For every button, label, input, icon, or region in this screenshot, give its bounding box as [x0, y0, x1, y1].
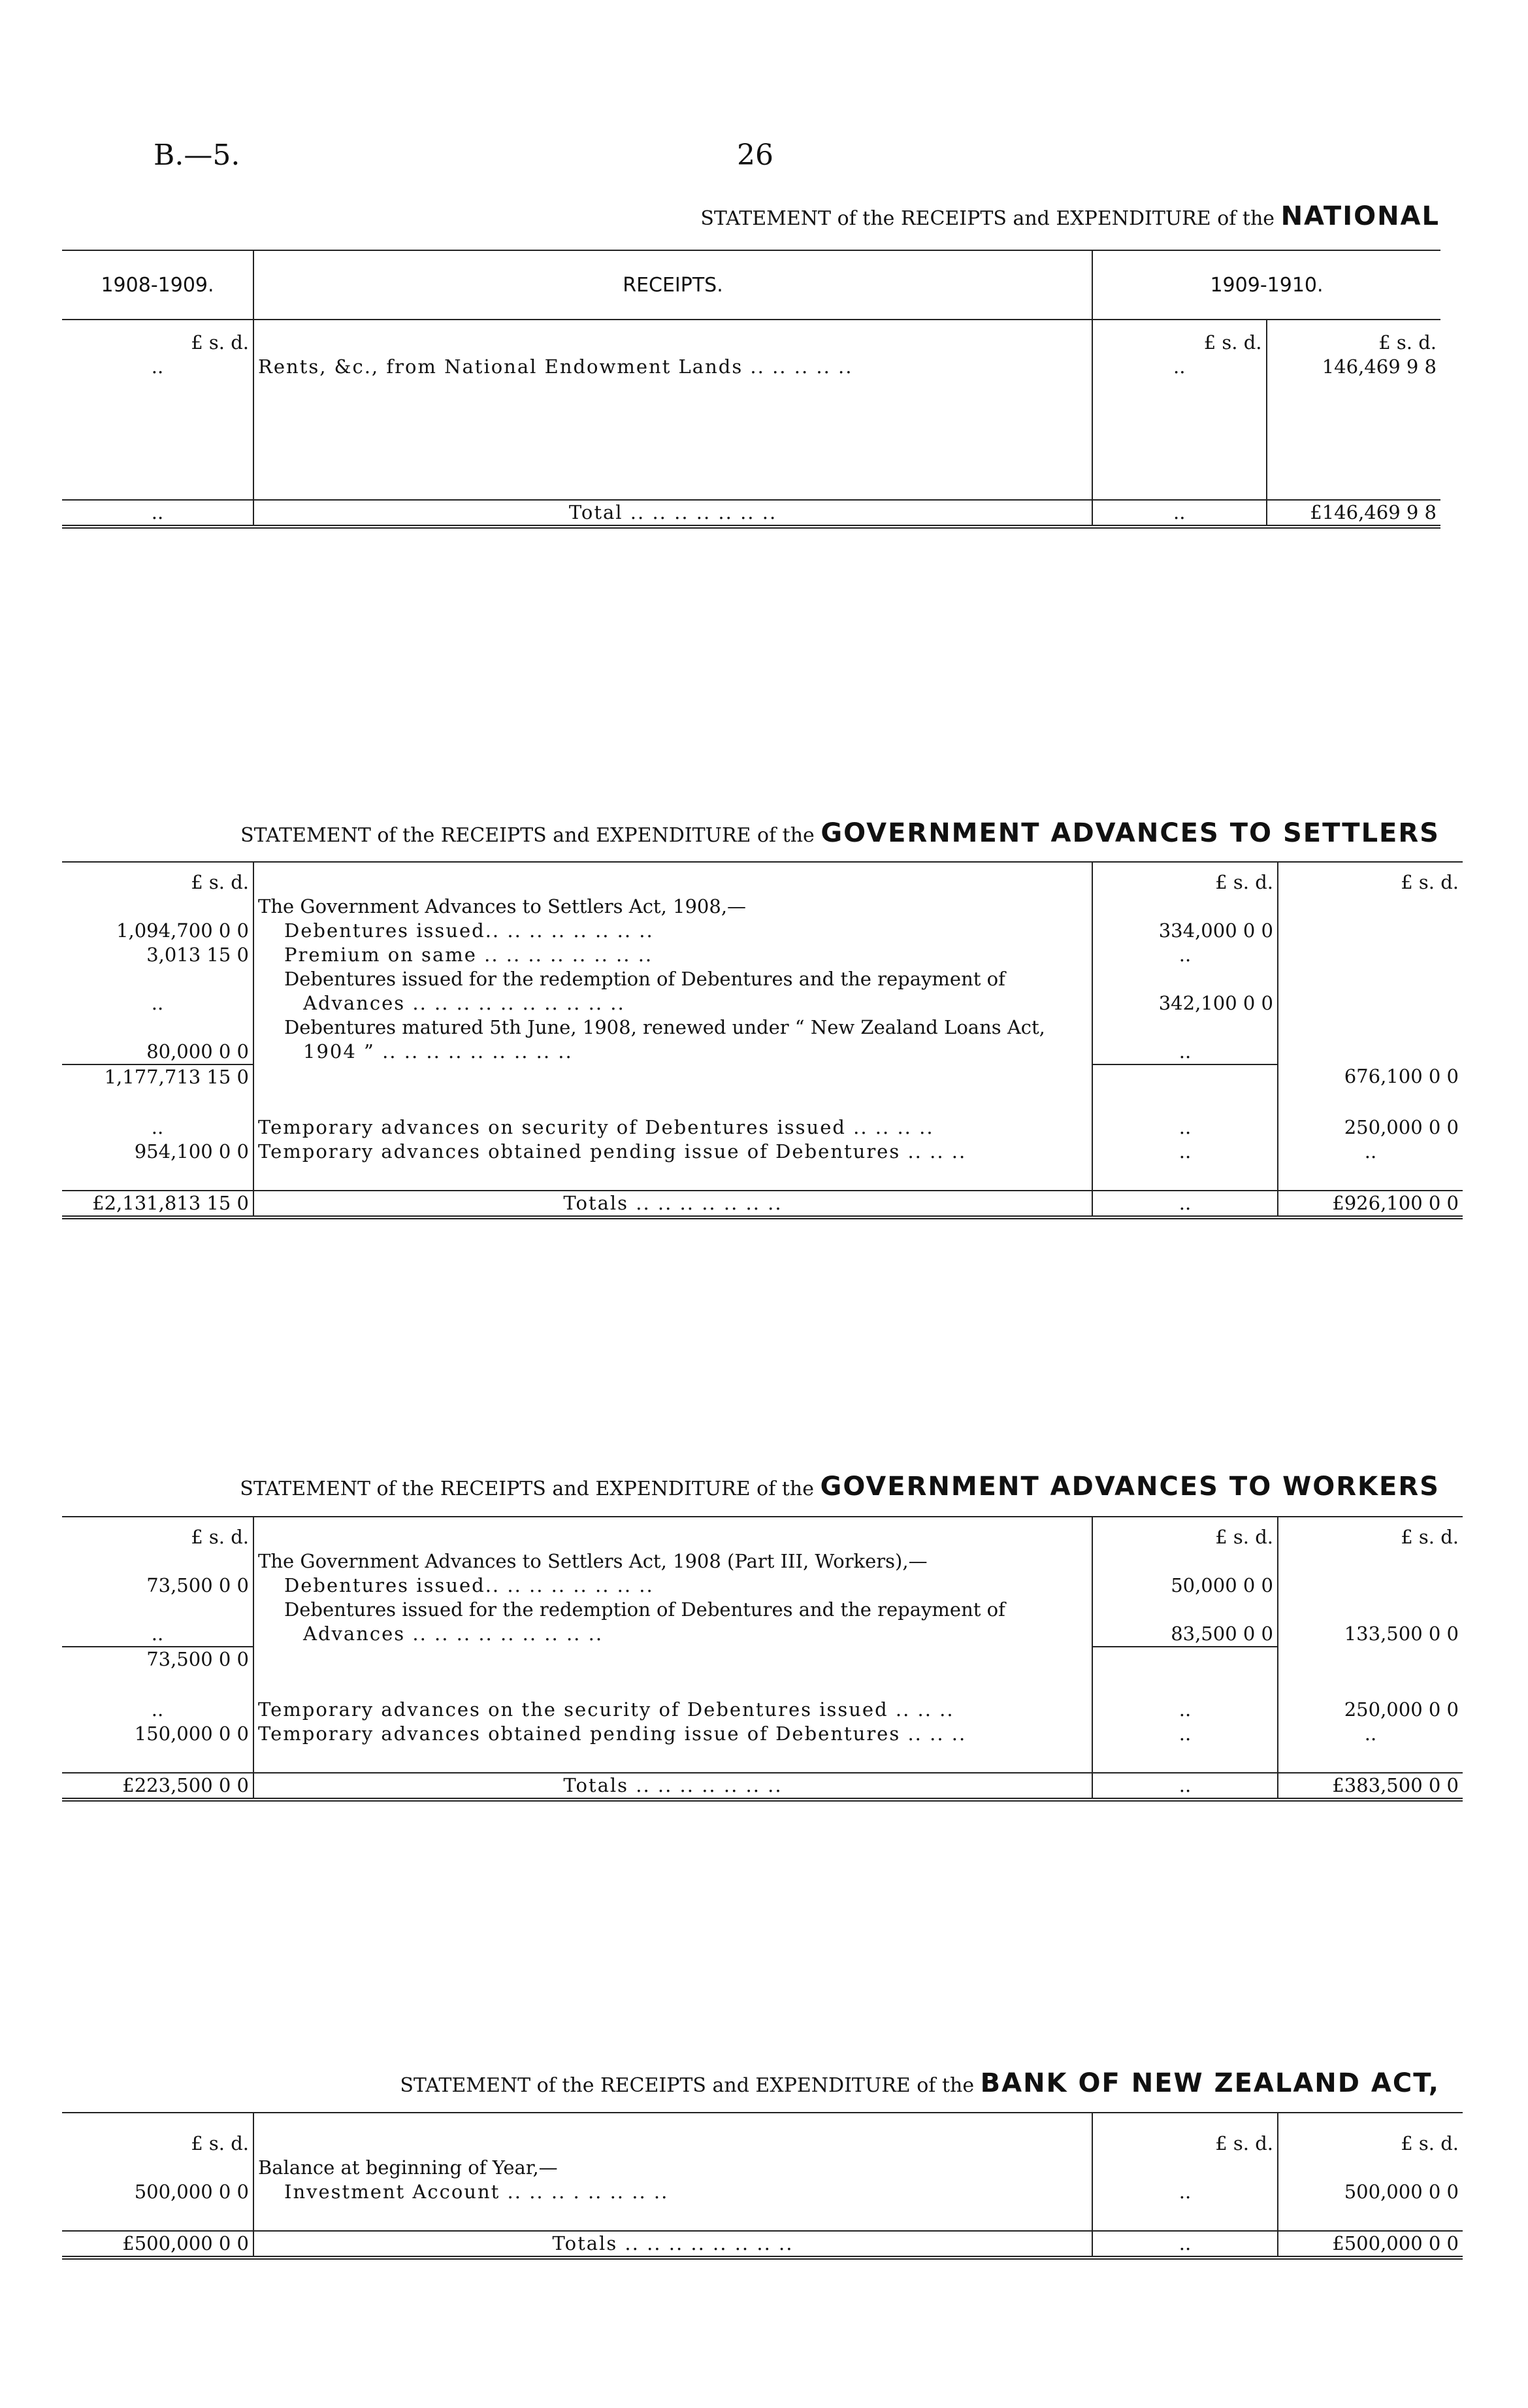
- row-mid: ..: [1092, 2180, 1278, 2204]
- row-amount: 146,469 9 8: [1267, 355, 1441, 379]
- total-label: Totals .. .. .. .. .. .. ..: [253, 1191, 1092, 1217]
- total-mid: ..: [1092, 2231, 1278, 2258]
- statement-title-bank-nz: [400, 2068, 1440, 2098]
- title-main: GOVERNMENT ADVANCES TO WORKERS: [820, 1472, 1440, 1502]
- title-prefix: STATEMENT of the RECEIPTS and EXPENDITURE of the: [700, 207, 1275, 230]
- subtotal-amount: 133,500 0 0: [1278, 1622, 1463, 1647]
- statement-title-national: [700, 201, 1440, 231]
- total-amount: £383,500 0 0: [1278, 1773, 1463, 1800]
- row-prev: 80,000 0 0: [62, 1040, 253, 1064]
- total-prev: £223,500 0 0: [62, 1773, 253, 1800]
- units-mid: £ s. d.: [1092, 320, 1267, 355]
- title-main: NATIONAL: [1280, 201, 1440, 231]
- units-mid: £ s. d.: [1092, 1517, 1278, 1549]
- units-amt: £ s. d.: [1278, 862, 1463, 895]
- row-prev: 3,013 15 0: [62, 943, 253, 967]
- units-amt: £ s. d.: [1278, 1517, 1463, 1549]
- total-mid: ..: [1092, 500, 1267, 527]
- total-prev: £2,131,813 15 0: [62, 1191, 253, 1217]
- title-prefix: STATEMENT of the RECEIPTS and EXPENDITURE of the: [240, 1477, 814, 1500]
- row-mid: ..: [1092, 1040, 1278, 1064]
- document-reference: B.—5.: [154, 139, 240, 172]
- row-mid: ..: [1092, 1698, 1278, 1722]
- row-prev: ..: [62, 991, 253, 1015]
- subtotal-prev: 73,500 0 0: [62, 1647, 253, 1672]
- total-mid: ..: [1092, 1773, 1278, 1800]
- units-mid: £ s. d.: [1092, 2113, 1278, 2156]
- subtotal-prev: 1,177,713 15 0: [62, 1064, 253, 1089]
- col-1909-1910: 1909-1910.: [1092, 250, 1440, 320]
- row-mid: ..: [1092, 1722, 1278, 1746]
- total-label: Totals .. .. .. .. .. .. .. ..: [253, 2231, 1092, 2258]
- row-label: Temporary advances on security of Debentures issued .. .. .. ..: [253, 1115, 1092, 1140]
- subtotal-amount: 676,100 0 0: [1344, 1065, 1459, 1087]
- title-main: BANK OF NEW ZEALAND ACT,: [980, 2068, 1440, 2098]
- row-prev: ..: [62, 1622, 253, 1647]
- row-label: Temporary advances obtained pending issue of Debentures .. .. ..: [253, 1722, 1092, 1746]
- row-prev: ..: [62, 1115, 253, 1140]
- row-prev: ..: [62, 1698, 253, 1722]
- units-prev: £ s. d.: [62, 2113, 253, 2156]
- row-amount: ..: [1364, 1140, 1377, 1163]
- row-amount: 250,000 0 0: [1344, 1116, 1459, 1138]
- row-prev: 73,500 0 0: [62, 1574, 253, 1598]
- row-label-line1: Debentures matured 5th June, 1908, renewed under “ New Zealand Loans Act,: [253, 1015, 1092, 1040]
- advances-to-settlers-table: [62, 861, 1463, 1219]
- page-number: 26: [737, 139, 773, 172]
- row-prev: ..: [62, 355, 253, 379]
- units-amt: £ s. d.: [1267, 320, 1441, 355]
- row-amount: ..: [1278, 1722, 1463, 1746]
- row-amount: 500,000 0 0: [1344, 2181, 1459, 2203]
- row-label: Investment Account .. .. .. . .. .. .. ..: [253, 2180, 1092, 2204]
- total-amount: £146,469 9 8: [1267, 500, 1441, 527]
- row-mid: ..: [1092, 1115, 1278, 1140]
- units-mid: £ s. d.: [1092, 862, 1278, 895]
- title-prefix: STATEMENT of the RECEIPTS and EXPENDITURE of the: [400, 2074, 975, 2097]
- row-label: Temporary advances on the security of Debentures issued .. .. ..: [253, 1698, 1092, 1722]
- statement-title-workers: [240, 1472, 1440, 1502]
- row-label: Debentures issued.. .. .. .. .. .. .. ..: [253, 919, 1092, 943]
- title-prefix: STATEMENT of the RECEIPTS and EXPENDITURE of the: [240, 824, 815, 847]
- bank-of-new-zealand-table: [62, 2112, 1463, 2260]
- row-label: Advances .. .. .. .. .. .. .. .. .. ..: [253, 991, 1092, 1015]
- total-amount: £926,100 0 0: [1278, 1191, 1463, 1217]
- row-label: Temporary advances obtained pending issue of Debentures .. .. ..: [253, 1140, 1092, 1164]
- total-label: Total .. .. .. .. .. .. ..: [253, 500, 1092, 527]
- row-prev: 150,000 0 0: [62, 1722, 253, 1746]
- units-prev: £ s. d.: [62, 1517, 253, 1549]
- units-prev: £ s. d.: [62, 862, 253, 895]
- row-mid: ..: [1092, 1140, 1278, 1164]
- row-label-line1: Debentures issued for the redemption of Debentures and the repayment of: [253, 1598, 1092, 1622]
- total-label: Totals .. .. .. .. .. .. ..: [253, 1773, 1092, 1800]
- row-label: Debentures issued.. .. .. .. .. .. .. ..: [253, 1574, 1092, 1598]
- total-prev: £500,000 0 0: [62, 2231, 253, 2258]
- row-label: Premium on same .. .. .. .. .. .. .. ..: [253, 943, 1092, 967]
- row-mid: 83,500 0 0: [1092, 1622, 1278, 1647]
- row-label: 1904 ” .. .. .. .. .. .. .. .. ..: [253, 1040, 1092, 1064]
- row-label-line1: Debentures issued for the redemption of Debentures and the repayment of: [253, 967, 1092, 991]
- row-prev: 500,000 0 0: [62, 2180, 253, 2204]
- act-heading: The Government Advances to Settlers Act, 1908 (Part III, Workers),—: [253, 1549, 1092, 1574]
- units-prev: £ s. d.: [62, 320, 253, 355]
- total-prev: ..: [62, 500, 253, 527]
- col-1908-1909: 1908-1909.: [62, 250, 253, 320]
- total-mid: ..: [1092, 1191, 1278, 1217]
- col-receipts: RECEIPTS.: [253, 250, 1092, 320]
- row-mid: 50,000 0 0: [1092, 1574, 1278, 1598]
- row-mid: ..: [1092, 355, 1267, 379]
- row-prev: 1,094,700 0 0: [62, 919, 253, 943]
- national-endowment-table: [62, 250, 1440, 529]
- row-label: Rents, &c., from National Endowment Lands .. .. .. .. ..: [253, 355, 1092, 379]
- act-heading: The Government Advances to Settlers Act, 1908,—: [253, 895, 1092, 919]
- row-mid: 334,000 0 0: [1092, 919, 1278, 943]
- row-mid: 342,100 0 0: [1092, 991, 1278, 1015]
- advances-to-workers-table: [62, 1516, 1463, 1802]
- title-main: GOVERNMENT ADVANCES TO SETTLERS: [821, 818, 1440, 848]
- row-amount: 250,000 0 0: [1278, 1698, 1463, 1722]
- total-amount: £500,000 0 0: [1278, 2231, 1463, 2258]
- row-label: Advances .. .. .. .. .. .. .. .. ..: [253, 1622, 1092, 1647]
- statement-title-settlers: [240, 818, 1440, 848]
- row-prev: 954,100 0 0: [62, 1140, 253, 1164]
- act-heading: Balance at beginning of Year,—: [253, 2156, 1092, 2180]
- units-amt: £ s. d.: [1278, 2113, 1463, 2156]
- row-mid: ..: [1092, 943, 1278, 967]
